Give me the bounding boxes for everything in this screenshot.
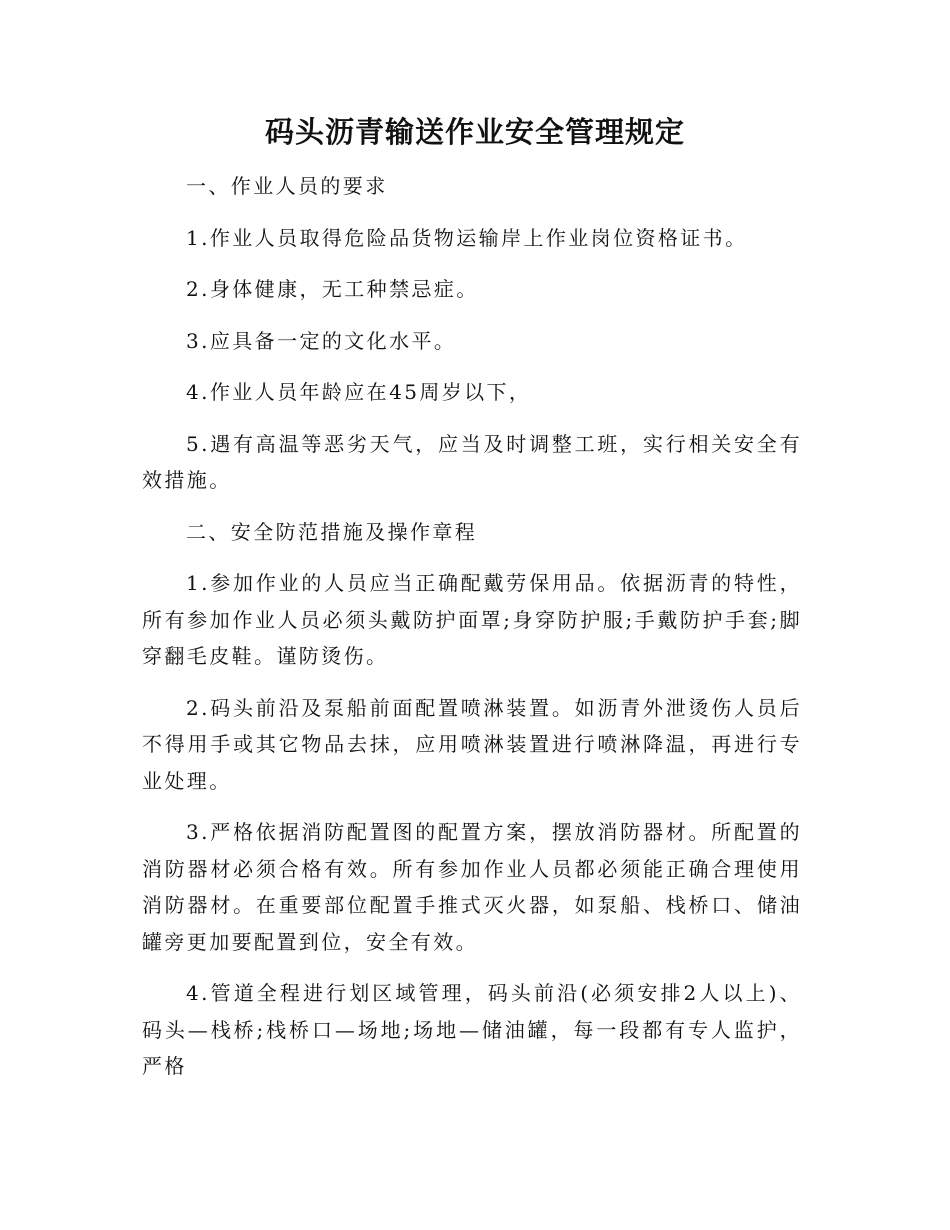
- document-body: [142, 168, 802, 1100]
- section-heading: 二、安全防范措施及操作章程: [186, 519, 478, 544]
- paragraph: 3.应具备一定的文化水平。: [186, 328, 457, 353]
- paragraph: 1.作业人员取得危险品货物运输岸上作业岗位资格证书。: [186, 225, 748, 250]
- paragraph: 1.参加作业的人员应当正确配戴劳保用品。依据沥青的特性，所有参加作业人员必须头戴防护面罩;身穿防护服;手戴防护手套;脚穿翻毛皮鞋。谨防烫伤。: [142, 571, 802, 668]
- section-heading: 一、作业人员的要求: [186, 174, 388, 198]
- paragraph: 4.作业人员年龄应在45周岁以下，: [186, 380, 532, 404]
- paragraph: 4.管道全程进行划区域管理，码头前沿(必须安排2人以上)、码头—栈桥;栈桥口—场地;场地—储油罐，每一段都有专人监护，严格: [142, 981, 802, 1078]
- document-title: 码头沥青输送作业安全管理规定: [264, 115, 685, 149]
- paragraph: 2.身体健康，无工种禁忌症。: [186, 277, 479, 301]
- paragraph: 5.遇有高温等恶劣天气，应当及时调整工班，实行相关安全有效措施。: [142, 431, 802, 492]
- paragraph: 3.严格依据消防配置图的配置方案，摆放消防器材。所配置的消防器材必须合格有效。所有参加作业人员都必须能正确合理使用消防器材。在重要部位配置手推式灭火器，如泵船、栈桥口、储油罐旁更加要配置到位，安全有效。: [142, 820, 802, 954]
- paragraph: 2.码头前沿及泵船前面配置喷淋装置。如沥青外泄烫伤人员后不得用手或其它物品去抹，应用喷淋装置进行喷淋降温，再进行专业处理。: [142, 695, 802, 793]
